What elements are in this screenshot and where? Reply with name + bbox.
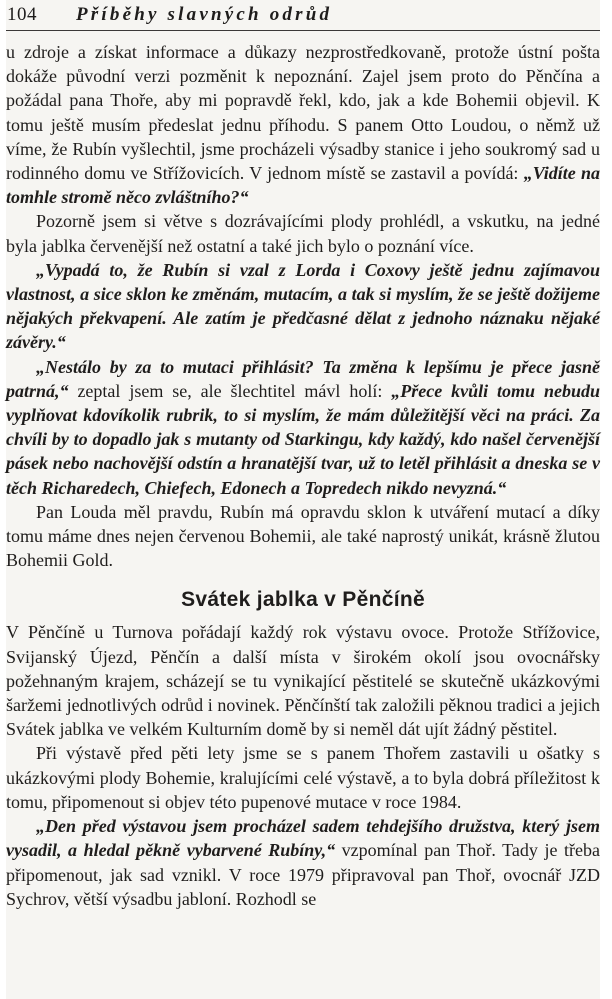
- paragraph-text: Pan Louda měl pravdu, Rubín má opravdu sklon k utváření mutací a díky tomu máme dnes nejen červenou Bohemii, ale také naprostý unikát, krásně žlutou Bohemii Gold.: [6, 501, 600, 571]
- quotation: „Přece kvůli tomu nebudu vyplňovat kdovíkolik rubrik, to si myslím, že mám důležitější věci na práci. Za chvíli by to dopadlo jak s mutanty od Starkingu, kdy každý, kdo našel červenější pásek nebo nachovější odstín a hranatější tvar, už to letěl přihlásit a dneska se v těch Richaredech, Chiefech, Edonech a Topredech nikdo nevyzná.“: [6, 380, 600, 498]
- paragraph-text: Při výstavě před pěti lety jsme se s panem Thořem zastavili u ošatky s ukázkovými plody Bohemie, kralujícími celé výstavě, a to byla dobrá příležitost k tomu, připomenout si objev této pupenové mutace v roce 1984.: [6, 743, 600, 812]
- paragraph: [6, 620, 600, 741]
- paragraph: [6, 355, 600, 500]
- paragraph-text: u zdroje a získat informace a důkazy nezprostředkovaně, protože ústní pošta dokáže původní verzi pozměnit k nepoznání. Zajel jsem proto do Pěnčína a požádal pana Thoře, aby mi popravdě řekl, kdo, jak a kde Bohemii objevil. K tomu ještě musím předeslat jednu příhodu. S panem Otto Loudou, o němž už víme, že Rubín vyšlechtil, jsme procházeli výsadby stanice i jeho soukromý sad u rodinného domu ve Střížovicích. V jednom místě se zastavil a povídá:: [6, 42, 600, 184]
- running-title: Příběhy slavných odrůd: [76, 4, 333, 25]
- quotation: „Nestálo by za to mutaci přihlásit? Ta změna k lepšímu je přece jasně patrná,“: [6, 356, 600, 401]
- quotation: „Vidíte na tomhle stromě něco zvláštního?“: [6, 163, 600, 208]
- paragraph-text: V Pěnčíně u Turnova pořádají každý rok výstavu ovoce. Protože Střížovice, Svijanský Újezd, Pěnčín a další místa v širokém okolí jsou ovocnářsky požehnaným krajem, scházejí se tu vynikající pěstitelé se skutečně ukázkovými šaržemi jednotlivých odrůd i novinek. Pěnčínští tak založili pěknou tradici a jejich Svátek jablka ve velkém Kulturním domě by si neměl dát ujít žádný pěstitel.: [6, 622, 600, 740]
- page-number: 104: [7, 4, 37, 25]
- paragraph: [6, 209, 600, 257]
- quoted-paragraph: [6, 258, 600, 355]
- quotation: „Vypadá to, že Rubín si vzal z Lorda i Coxovy ještě jednu zajímavou vlastnost, a sice sklon ke změnám, mutacím, a tak si myslím, že se ještě dožijeme nějakých překvapení. Ale zatím je předčasné dělat z jednoho náznaku nějaké závěry.“: [6, 259, 600, 353]
- paragraph-text: Pozorně jsem si větve s dozrávajícími plody prohlédl, a vskutku, na jedné byla jablka červenější než ostatní a také jich bylo o poznání více.: [6, 211, 600, 256]
- body-text: [6, 40, 600, 911]
- paragraph: [6, 814, 600, 911]
- paragraph: [6, 741, 600, 814]
- quotation: „Den před výstavou jsem procházel sadem tehdejšího družstva, který jsem vysadil, a hledal pěkně vybarvené Rubíny,“: [6, 816, 600, 861]
- section-heading: Svátek jablka v Pěnčíně: [181, 588, 425, 612]
- paragraph: [6, 500, 600, 573]
- paragraph: [6, 40, 600, 209]
- paragraph-text: vzpomínal pan Thoř. Tady je třeba připomenout, jak sad vznikl. V roce 1979 připravoval pan Thoř, ovocnář JZD Sychrov, větší výsadbu jabloní. Rozhodl se: [6, 840, 600, 909]
- paragraph-text: zeptal jsem se, ale šlechtitel mávl holí:: [68, 380, 392, 401]
- running-header: [6, 2, 600, 31]
- book-page: [6, 0, 600, 999]
